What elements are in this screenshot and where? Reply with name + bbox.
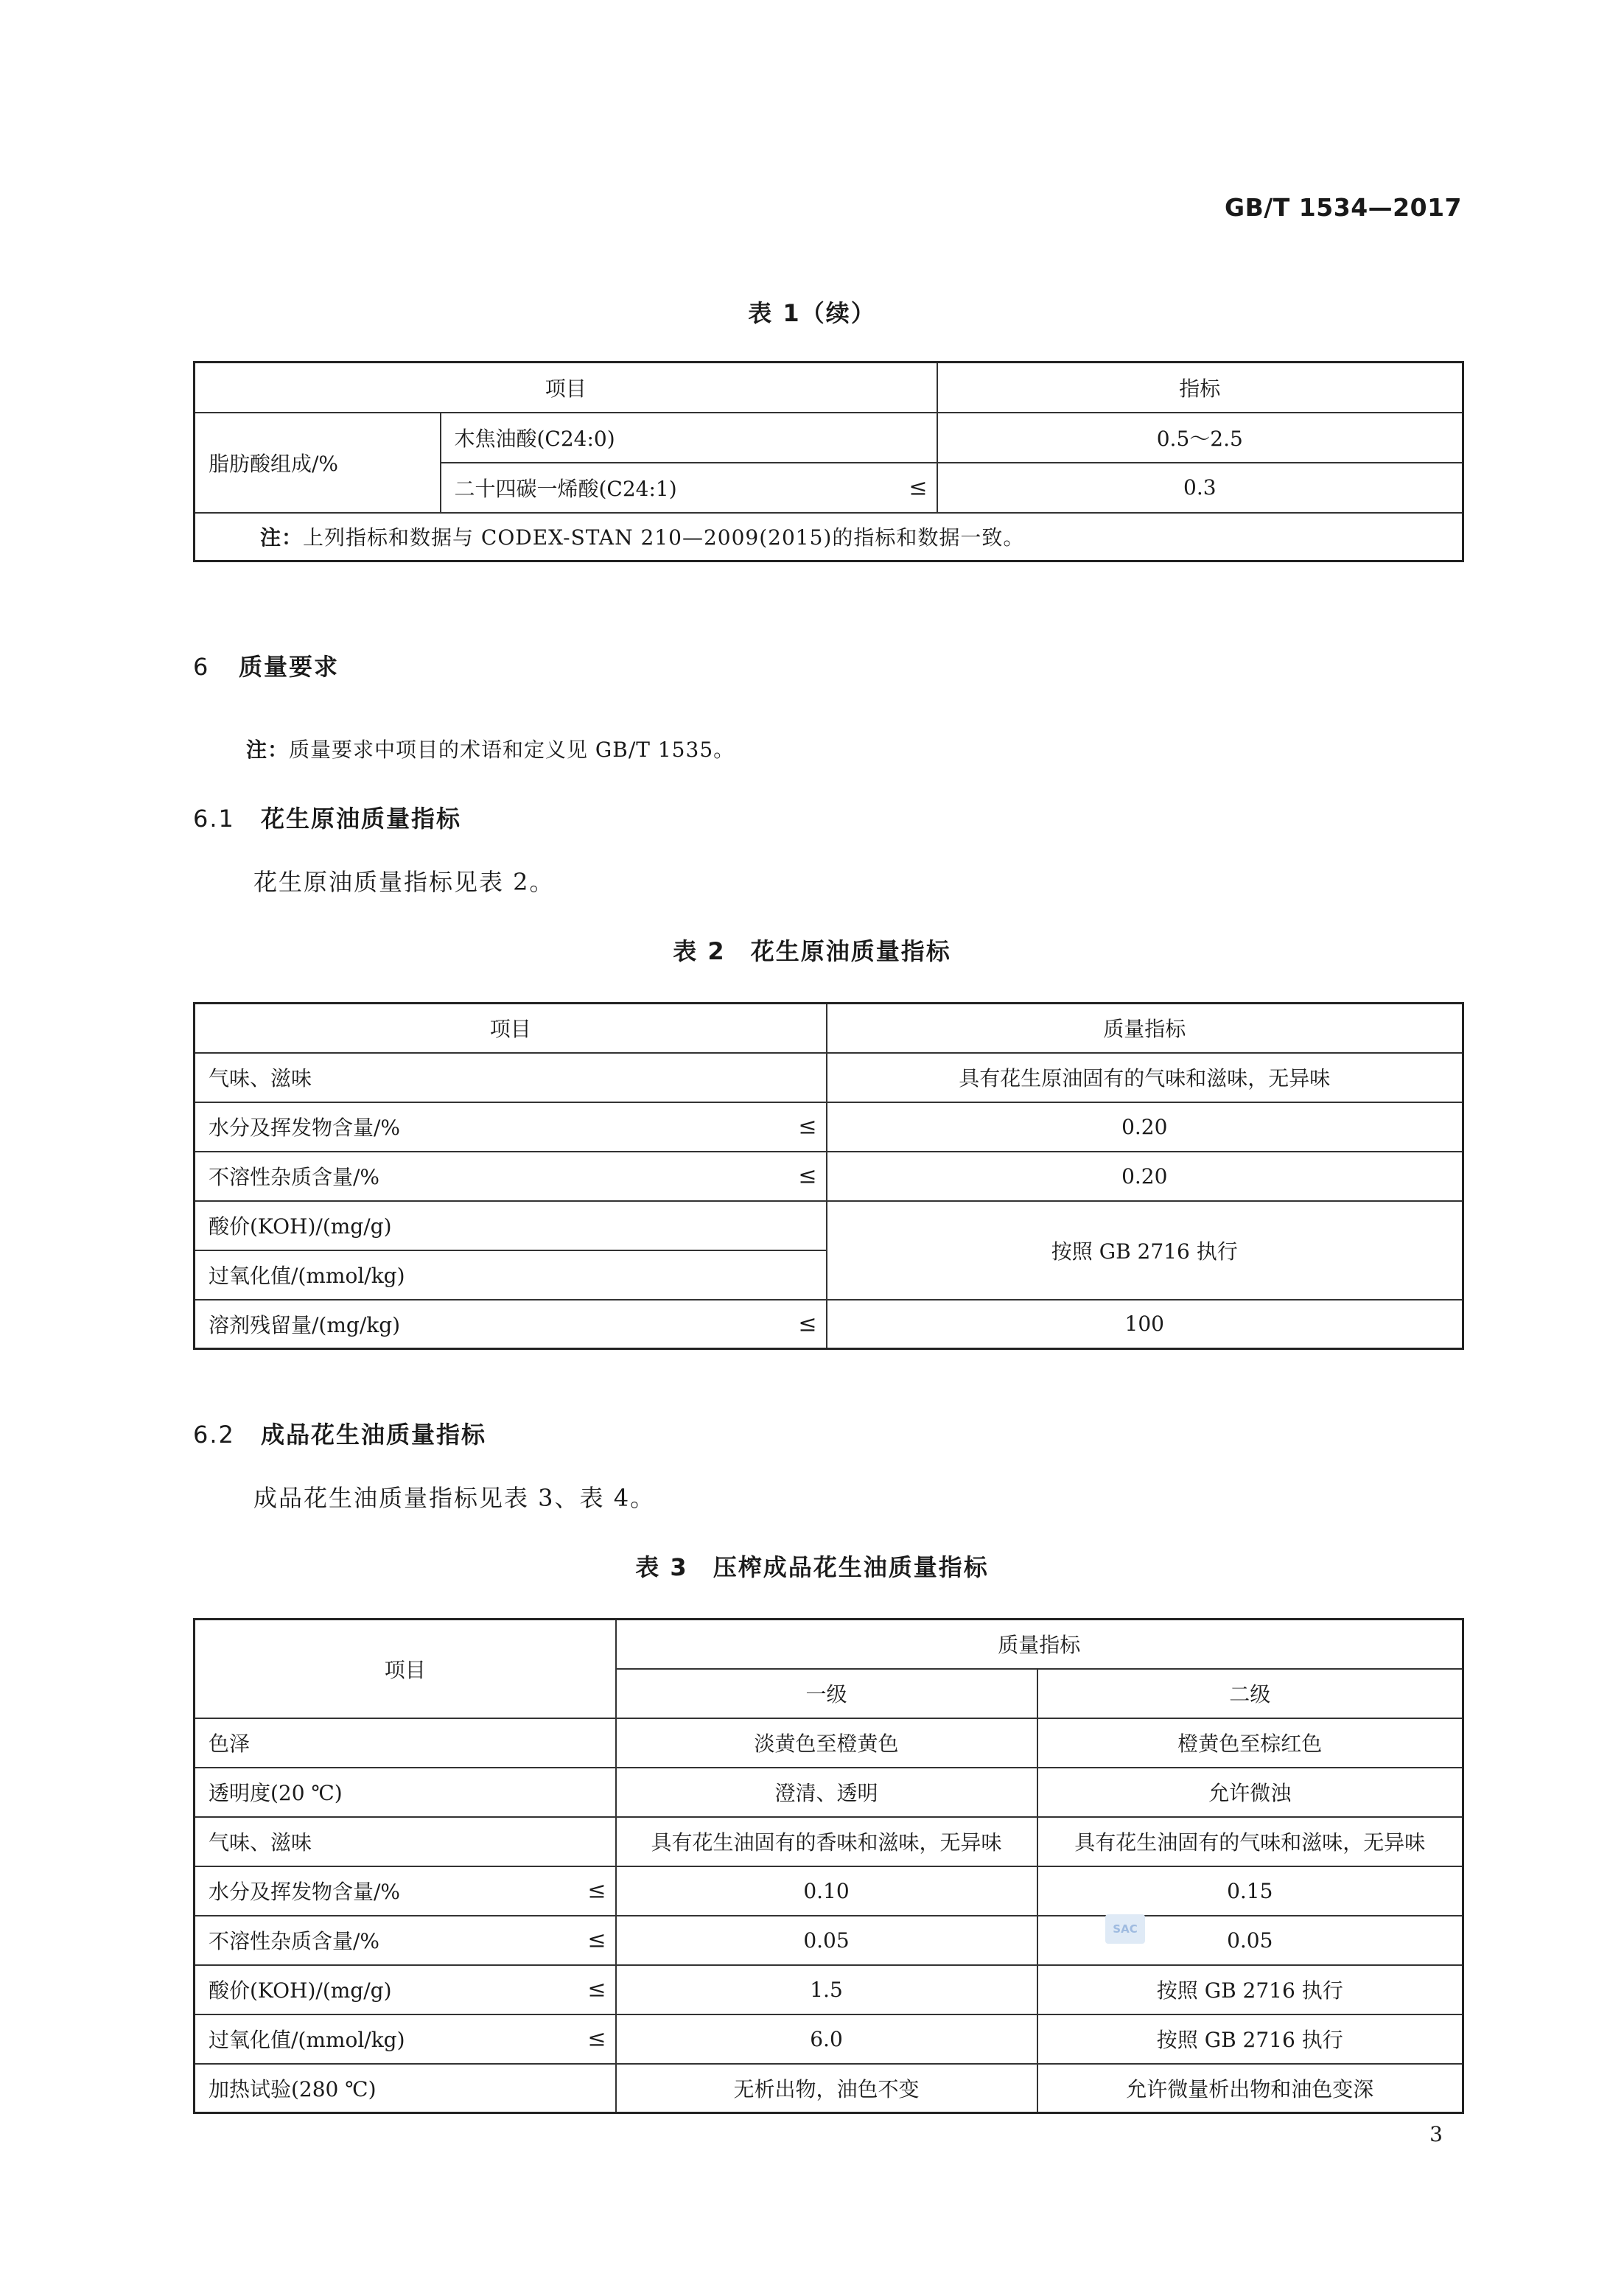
table3-cell-grade2: 0.15 xyxy=(1037,1866,1463,1916)
table2-cell-name xyxy=(195,1300,827,1349)
table2-head-quality: 质量指标 xyxy=(827,1004,1463,1053)
table3-cell-name xyxy=(195,1916,616,1965)
table1 xyxy=(193,361,1464,562)
row-name: 酸价(KOH)/(mg/g) xyxy=(209,1978,392,2003)
table3-head-grade2: 二级 xyxy=(1037,1669,1463,1718)
le-sign: ≤ xyxy=(587,2026,606,2052)
table3-head-quality: 质量指标 xyxy=(616,1620,1463,1669)
section-number: 6.1 xyxy=(193,805,235,833)
table-row xyxy=(195,1916,1463,1965)
table2-cell-name xyxy=(195,1102,827,1152)
table3-cell-grade1: 淡黄色至橙黄色 xyxy=(616,1718,1037,1768)
le-sign: ≤ xyxy=(798,1113,817,1140)
table3-cell-grade1: 无析出物，油色不变 xyxy=(616,2064,1037,2113)
table2-cell-value: 具有花生原油固有的气味和滋味，无异味 xyxy=(827,1053,1463,1102)
table1-cell-value: 0.5～2.5 xyxy=(937,413,1463,463)
row-name: 二十四碳一烯酸(C24:1) xyxy=(454,476,677,501)
page-number: 3 xyxy=(1429,2122,1443,2146)
table3-cell-grade2: 允许微量析出物和油色变深 xyxy=(1037,2064,1463,2113)
table3-cell-grade2: 具有花生油固有的气味和滋味，无异味 xyxy=(1037,1817,1463,1866)
table3-head-item: 项目 xyxy=(195,1620,616,1718)
table-row xyxy=(195,1866,1463,1916)
section-title: 花生原油质量指标 xyxy=(261,805,462,833)
table3-cell-grade1: 0.05 xyxy=(616,1916,1037,1965)
table2-title: 表 2 花生原油质量指标 xyxy=(673,937,951,965)
row-name: 不溶性杂质含量/% xyxy=(209,1929,380,1953)
section-title: 质量要求 xyxy=(239,653,340,681)
table-row xyxy=(195,1102,1463,1152)
table-row xyxy=(195,1620,1463,1669)
table1-cell-name: 木焦油酸(C24:0) xyxy=(441,413,937,463)
table3-cell-grade2: 按照 GB 2716 执行 xyxy=(1037,1965,1463,2014)
table-row xyxy=(195,2014,1463,2064)
table2-cell-name: 酸价(KOH)/(mg/g) xyxy=(195,1201,827,1250)
le-sign: ≤ xyxy=(587,1976,606,2003)
table3-cell-name: 透明度(20 ℃) xyxy=(195,1768,616,1817)
table1-title: 表 1（续） xyxy=(748,299,876,327)
table3-cell-name: 色泽 xyxy=(195,1718,616,1768)
le-sign: ≤ xyxy=(798,1311,817,1337)
row-name: 不溶性杂质含量/% xyxy=(209,1165,380,1189)
section-number: 6 xyxy=(193,653,210,681)
note-text: 质量要求中项目的术语和定义见 GB/T 1535。 xyxy=(289,738,735,762)
table2-cell-name: 气味、滋味 xyxy=(195,1053,827,1102)
table1-cell-value: 0.3 xyxy=(937,463,1463,513)
table1-group-label: 脂肪酸组成/% xyxy=(195,413,441,513)
table3-cell-grade1: 1.5 xyxy=(616,1965,1037,2014)
table-row xyxy=(195,2064,1463,2113)
table-row xyxy=(195,363,1463,413)
section-6-1-paragraph: 花生原油质量指标见表 2。 xyxy=(253,868,555,896)
row-name: 水分及挥发物含量/% xyxy=(209,1880,401,1904)
table3-cell-name: 气味、滋味 xyxy=(195,1817,616,1866)
row-name: 过氧化值/(mmol/kg) xyxy=(209,2028,405,2052)
le-sign: ≤ xyxy=(909,475,928,500)
table1-head-index: 指标 xyxy=(937,363,1463,413)
table-row xyxy=(195,1201,1463,1250)
table2-head-item: 项目 xyxy=(195,1004,827,1053)
table2-cell-value: 100 xyxy=(827,1300,1463,1349)
table3-cell-name xyxy=(195,2014,616,2064)
table2-cell-name xyxy=(195,1152,827,1201)
table1-cell-name xyxy=(441,463,937,513)
table2-cell-value: 0.20 xyxy=(827,1152,1463,1201)
table3-cell-grade1: 澄清、透明 xyxy=(616,1768,1037,1817)
le-sign: ≤ xyxy=(798,1163,817,1189)
table-row xyxy=(195,1152,1463,1201)
note-text: 上列指标和数据与 CODEX-STAN 210—2009(2015)的指标和数据一致。 xyxy=(303,525,1025,550)
section-6-2-paragraph: 成品花生油质量指标见表 3、表 4。 xyxy=(253,1484,656,1512)
table3-cell-grade1: 具有花生油固有的香味和滋味，无异味 xyxy=(616,1817,1037,1866)
section-6-note xyxy=(246,734,735,763)
table3-cell-name: 加热试验(280 ℃) xyxy=(195,2064,616,2113)
table-row xyxy=(195,1768,1463,1817)
note-label: 注： xyxy=(260,525,304,550)
table-row xyxy=(195,1300,1463,1349)
table3-title: 表 3 压榨成品花生油质量指标 xyxy=(635,1553,989,1581)
row-name: 水分及挥发物含量/% xyxy=(209,1116,401,1140)
table2 xyxy=(193,1002,1464,1350)
table-row xyxy=(195,513,1463,561)
section-6-heading xyxy=(193,648,339,682)
section-title: 成品花生油质量指标 xyxy=(261,1421,487,1449)
table3-cell-grade2: 0.05 xyxy=(1037,1916,1463,1965)
table1-head-item: 项目 xyxy=(195,363,937,413)
note-label: 注： xyxy=(246,738,290,762)
standard-code: GB/T 1534—2017 xyxy=(1225,193,1462,222)
watermark-logo: SAC xyxy=(1105,1914,1145,1944)
table3-cell-grade1: 6.0 xyxy=(616,2014,1037,2064)
table3-cell-grade2: 允许微浊 xyxy=(1037,1768,1463,1817)
row-name: 溶剂残留量/(mg/kg) xyxy=(209,1312,401,1337)
table-row xyxy=(195,1004,1463,1053)
le-sign: ≤ xyxy=(587,1877,606,1904)
table3 xyxy=(193,1618,1464,2114)
table3-cell-name xyxy=(195,1866,616,1916)
table-row xyxy=(195,1817,1463,1866)
table2-cell-name: 过氧化值/(mmol/kg) xyxy=(195,1250,827,1300)
table3-cell-grade2: 按照 GB 2716 执行 xyxy=(1037,2014,1463,2064)
table3-cell-grade1: 0.10 xyxy=(616,1866,1037,1916)
table1-note xyxy=(195,513,1463,561)
table3-cell-grade2: 橙黄色至棕红色 xyxy=(1037,1718,1463,1768)
section-number: 6.2 xyxy=(193,1421,235,1449)
table-row xyxy=(195,1053,1463,1102)
section-6-1-heading xyxy=(193,800,461,834)
table3-head-grade1: 一级 xyxy=(616,1669,1037,1718)
section-6-2-heading xyxy=(193,1416,486,1450)
table2-merged-value: 按照 GB 2716 执行 xyxy=(827,1201,1463,1300)
table-row xyxy=(195,1718,1463,1768)
le-sign: ≤ xyxy=(587,1927,606,1953)
table3-cell-name xyxy=(195,1965,616,2014)
table-row xyxy=(195,1965,1463,2014)
table2-cell-value: 0.20 xyxy=(827,1102,1463,1152)
table-row xyxy=(195,413,1463,463)
